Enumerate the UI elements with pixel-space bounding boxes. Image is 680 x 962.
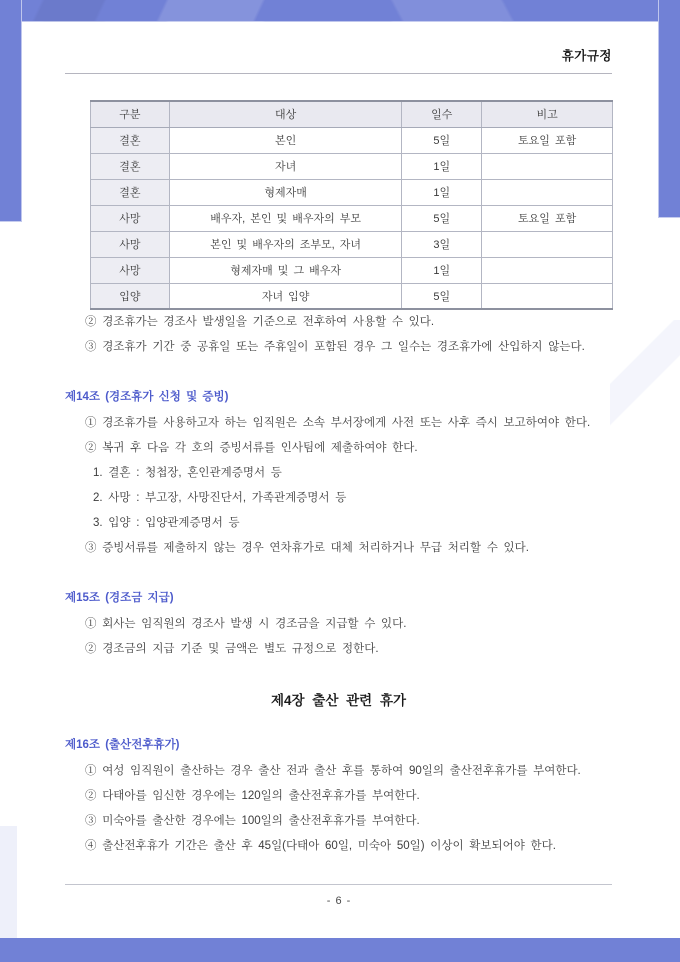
table-cell: 사망 [91, 257, 170, 283]
table-cell: 배우자, 본인 및 배우자의 부모 [169, 205, 402, 231]
table-header-row [91, 101, 613, 127]
table-row [91, 205, 613, 231]
table-cell: 사망 [91, 205, 170, 231]
chapter-4-title: 제4장 출산 관련 휴가 [270, 693, 407, 708]
note-item: ② 경조휴가는 경조사 발생일을 기준으로 전후하여 사용할 수 있다. [85, 316, 435, 328]
table-cell: 결혼 [91, 179, 170, 205]
column-header-note: 비고 [482, 101, 613, 127]
column-header-days: 일수 [402, 101, 482, 127]
article-15-title: 제15조 (경조금 지급) [65, 592, 174, 604]
table-cell: 5일 [402, 205, 482, 231]
article-16-item: ④ 출산전후휴가 기간은 출산 후 45일(다태아 60일, 미숙아 50일) 이상이 확보되어야 한다. [85, 840, 556, 852]
article-16-item: ③ 미숙아를 출산한 경우에는 100일의 출산전후휴가를 부여한다. [85, 815, 420, 827]
article-14-subitem: 3. 입양 : 입양관계증명서 등 [93, 517, 240, 529]
article-14-subitem: 2. 사망 : 부고장, 사망진단서, 가족관계증명서 등 [93, 492, 347, 504]
table-cell [482, 257, 613, 283]
column-header-category: 구분 [91, 101, 170, 127]
table-cell: 결혼 [91, 153, 170, 179]
table-cell: 입양 [91, 283, 170, 309]
table-row [91, 127, 613, 153]
leave-days-table [90, 100, 613, 310]
article-15-item: ② 경조금의 지급 기준 및 금액은 별도 규정으로 정한다. [85, 643, 379, 655]
table-cell: 결혼 [91, 127, 170, 153]
table-cell: 형제자매 및 그 배우자 [169, 257, 402, 283]
table-cell: 1일 [402, 153, 482, 179]
bottom-border-decoration [0, 938, 680, 962]
article-15 [65, 588, 612, 662]
note-item: ③ 경조휴가 기간 중 공휴일 또는 주휴일이 포함된 경우 그 일수는 경조휴가에 산입하지 않는다. [85, 341, 585, 353]
table-cell: 토요일 포함 [482, 205, 613, 231]
chapter-4-heading [65, 690, 612, 715]
article-16-item: ② 다태아를 임신한 경우에는 120일의 출산전후휴가를 부여한다. [85, 790, 420, 802]
table-cell: 자녀 입양 [169, 283, 402, 309]
page-number: - 6 - [326, 895, 351, 907]
column-header-target: 대상 [169, 101, 402, 127]
table-row [91, 257, 613, 283]
article-14-title: 제14조 (경조휴가 신청 및 증빙) [65, 391, 229, 403]
table-cell: 본인 [169, 127, 402, 153]
article-14-subitem: 1. 결혼 : 청첩장, 혼인관계증명서 등 [93, 467, 282, 479]
table-cell: 1일 [402, 179, 482, 205]
leave-table-body [91, 127, 613, 309]
table-row [91, 153, 613, 179]
table-cell: 3일 [402, 231, 482, 257]
table-row [91, 283, 613, 309]
article-14-item: ① 경조휴가를 사용하고자 하는 임직원은 소속 부서장에게 사전 또는 사후 즉시 보고하여야 한다. [85, 417, 591, 429]
left-soft-decoration [0, 826, 17, 938]
article-14-item: ③ 증빙서류를 제출하지 않는 경우 연차휴가로 대체 처리하거나 무급 처리할 수 있다. [85, 542, 529, 554]
notes-after-table [65, 310, 612, 360]
article-16 [65, 735, 612, 859]
table-cell: 5일 [402, 283, 482, 309]
article-14-item: ② 복귀 후 다음 각 호의 증빙서류를 인사팀에 제출하여야 한다. [85, 442, 418, 454]
table-cell: 본인 및 배우자의 조부모, 자녀 [169, 231, 402, 257]
document-header [65, 46, 612, 74]
table-row [91, 179, 613, 205]
document-title: 휴가규정 [561, 49, 612, 63]
article-16-title: 제16조 (출산전후휴가) [65, 739, 180, 751]
table-cell: 자녀 [169, 153, 402, 179]
table-cell [482, 283, 613, 309]
article-14 [65, 387, 612, 561]
table-cell [482, 231, 613, 257]
page-footer [65, 884, 612, 907]
table-cell [482, 153, 613, 179]
top-border-decoration [0, 0, 680, 22]
right-soft-decoration [610, 320, 680, 430]
table-cell: 형제자매 [169, 179, 402, 205]
table-cell: 토요일 포함 [482, 127, 613, 153]
table-row [91, 231, 613, 257]
article-15-item: ① 회사는 임직원의 경조사 발생 시 경조금을 지급할 수 있다. [85, 618, 407, 630]
left-border-decoration [0, 0, 22, 222]
table-cell: 1일 [402, 257, 482, 283]
table-cell: 사망 [91, 231, 170, 257]
right-border-decoration [658, 0, 680, 218]
table-cell [482, 179, 613, 205]
table-cell: 5일 [402, 127, 482, 153]
article-16-item: ① 여성 임직원이 출산하는 경우 출산 전과 출산 후를 통하여 90일의 출산전후휴가를 부여한다. [85, 765, 581, 777]
